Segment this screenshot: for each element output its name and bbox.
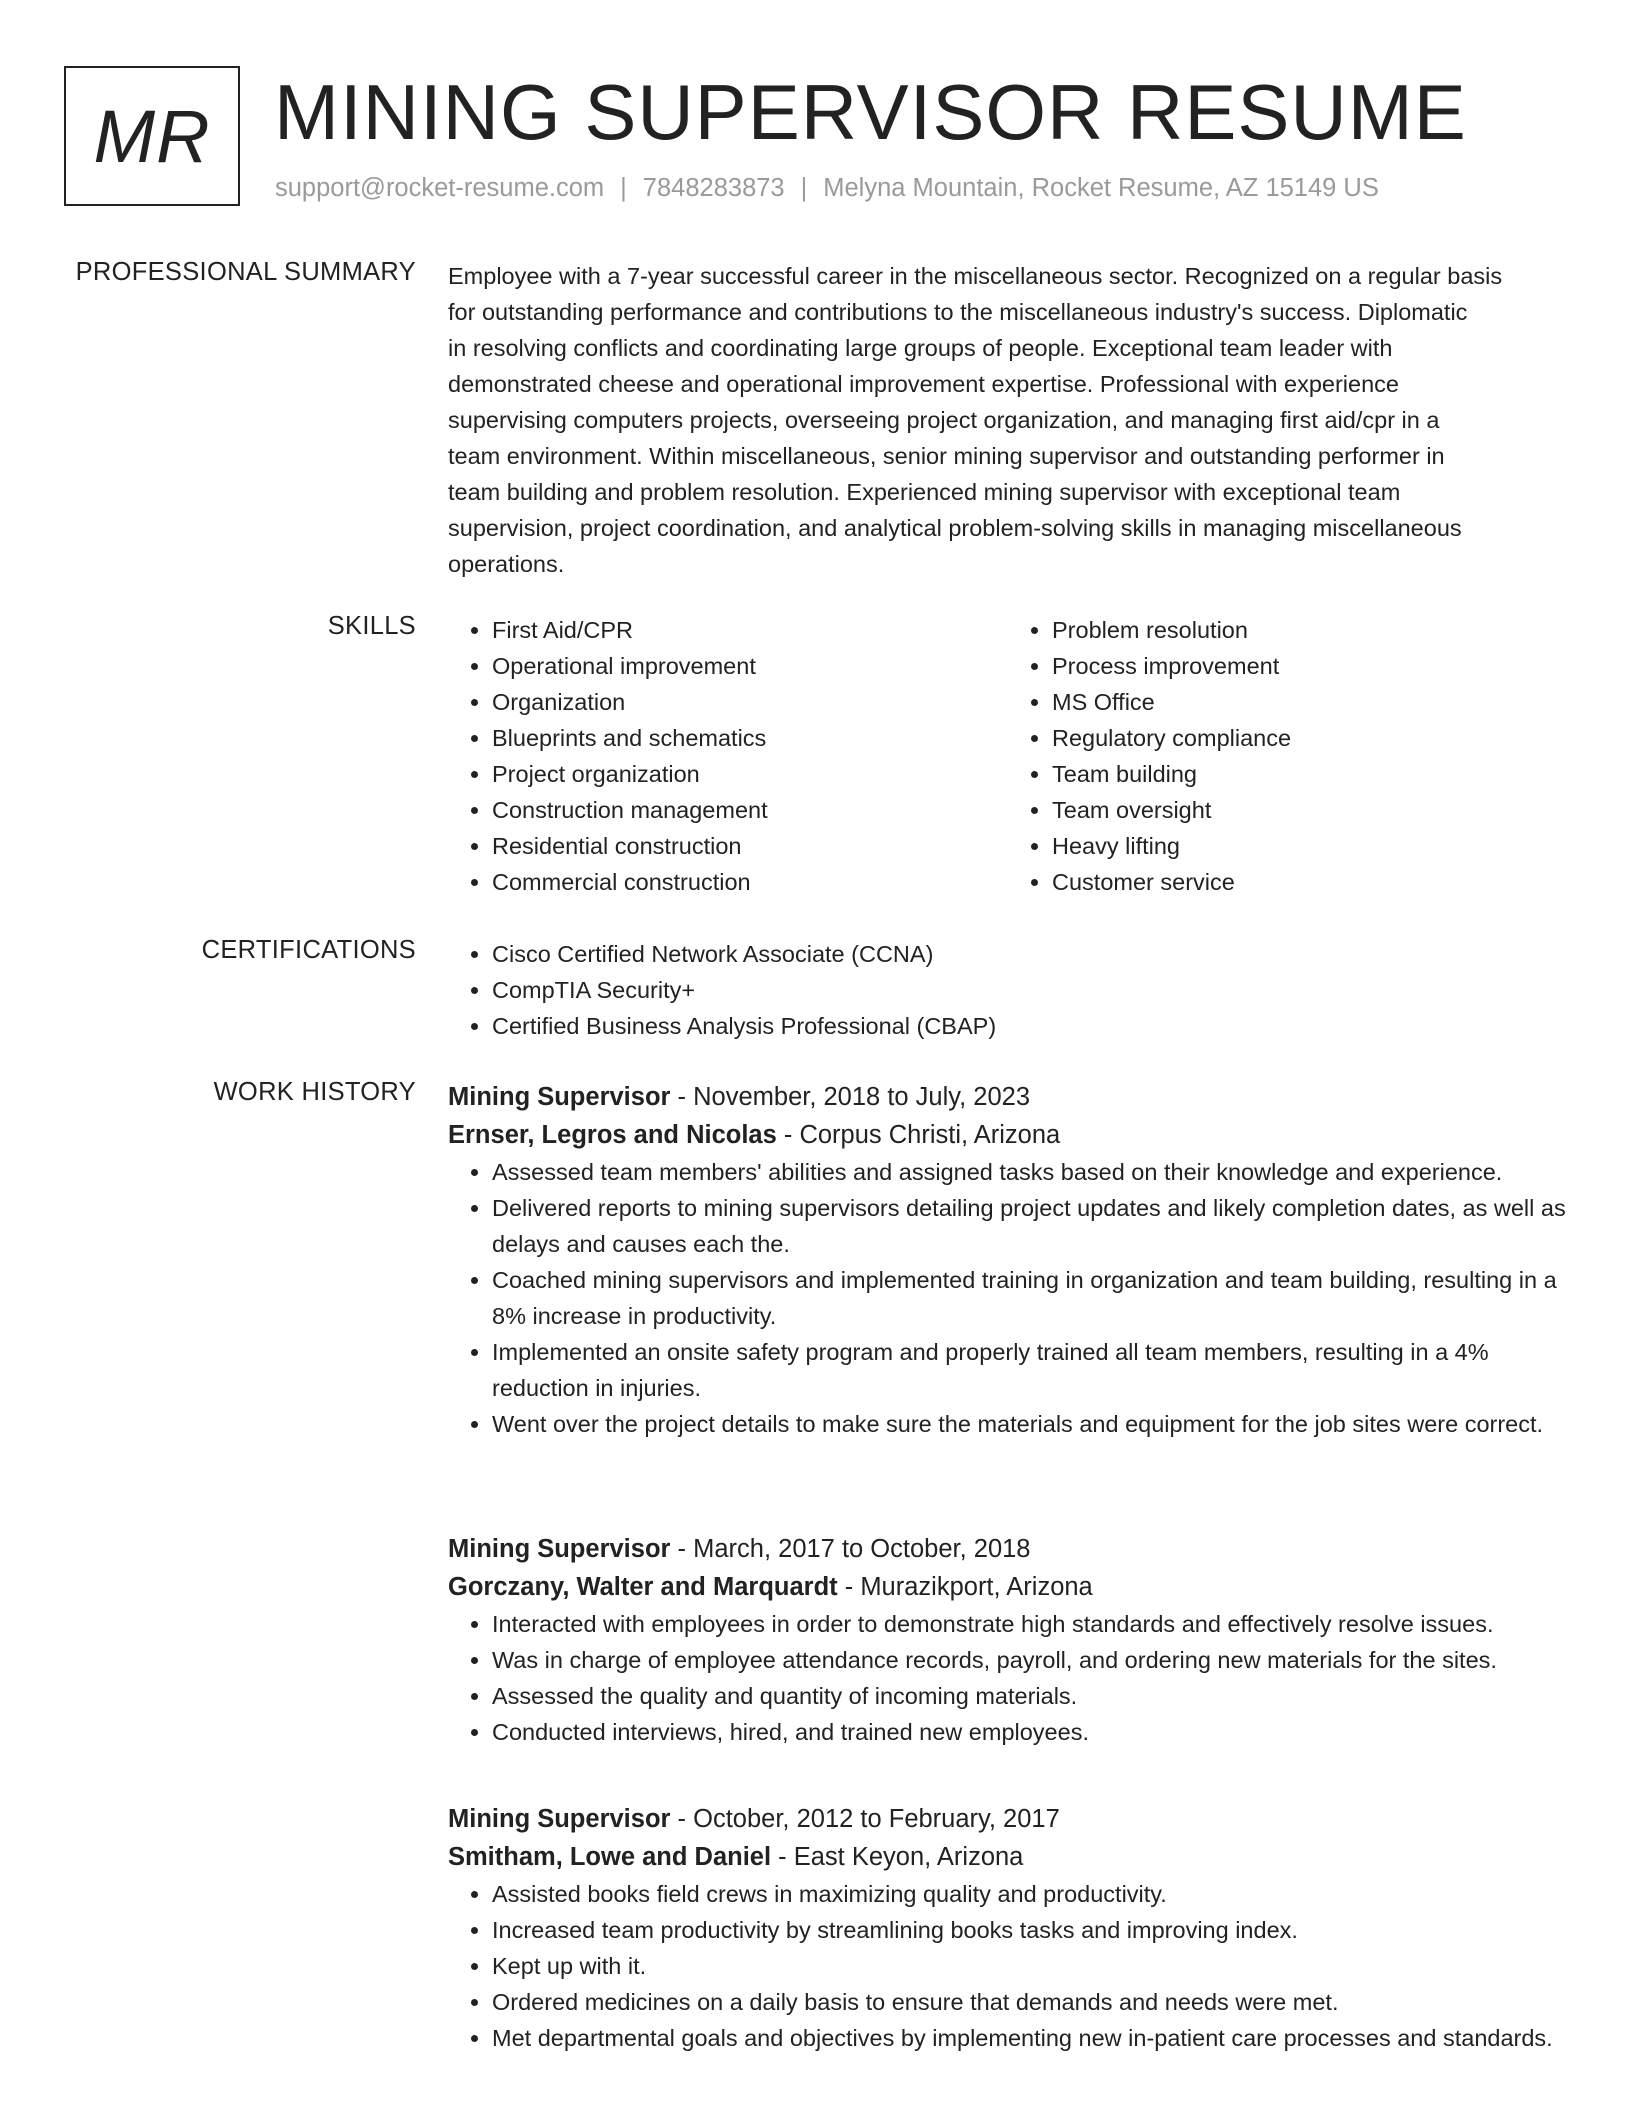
job-duty: • Coached mining supervisors and implemented training in organization and team building, resulting in a 8% increase in productivity. xyxy=(492,1262,1568,1334)
skill-item: • Team oversight xyxy=(1052,792,1568,828)
job-dates: - October, 2012 to February, 2017 xyxy=(670,1805,1060,1833)
job-duty: • Went over the project details to make sure the materials and equipment for the job sites were correct. xyxy=(492,1406,1568,1442)
skill-item: • Operational improvement xyxy=(492,648,1008,684)
job-duty: • Increased team productivity by streamlining books tasks and improving index. xyxy=(492,1912,1568,1948)
job-title: Mining Supervisor xyxy=(448,1535,671,1563)
skills-list-right xyxy=(1008,612,1568,900)
job-company: Gorczany, Walter and Marquardt xyxy=(448,1573,838,1601)
skills-body xyxy=(448,612,1568,900)
skill-item: • Blueprints and schematics xyxy=(492,720,1008,756)
skill-item: • MS Office xyxy=(1052,684,1568,720)
job-duty: • Assisted books field crews in maximizing quality and productivity. xyxy=(492,1876,1568,1912)
job-location: - East Keyon, Arizona xyxy=(771,1843,1024,1871)
monogram-logo: MR xyxy=(64,66,240,206)
job-location: - Murazikport, Arizona xyxy=(837,1573,1093,1601)
contact-email: support@rocket-resume.com xyxy=(275,174,605,202)
work-history-heading: WORK HISTORY xyxy=(213,1078,416,1106)
skill-item: • Commercial construction xyxy=(492,864,1008,900)
job-company-line xyxy=(448,1116,1568,1154)
skill-item: • Customer service xyxy=(1052,864,1568,900)
job-entry xyxy=(448,1530,1568,1750)
certification-item: • CompTIA Security+ xyxy=(492,972,1568,1008)
job-dates: - November, 2018 to July, 2023 xyxy=(670,1083,1031,1111)
skills-heading: SKILLS xyxy=(327,612,416,640)
skill-item: • Residential construction xyxy=(492,828,1008,864)
job-duty: • Interacted with employees in order to demonstrate high standards and effectively resolve issues. xyxy=(492,1606,1568,1642)
job-company: Smitham, Lowe and Daniel xyxy=(448,1843,772,1871)
job-duty: • Kept up with it. xyxy=(492,1948,1568,1984)
job-duty: • Assessed the quality and quantity of incoming materials. xyxy=(492,1678,1568,1714)
job-duties-list xyxy=(448,1876,1568,2056)
job-duty: • Assessed team members' abilities and assigned tasks based on their knowledge and experience. xyxy=(492,1154,1568,1190)
contact-phone: 7848283873 xyxy=(642,174,785,202)
job-entry xyxy=(448,1800,1568,2056)
skill-item: • Construction management xyxy=(492,792,1008,828)
skill-item: • Regulatory compliance xyxy=(1052,720,1568,756)
skill-item: • First Aid/CPR xyxy=(492,612,1008,648)
resume-title: MINING SUPERVISOR RESUME xyxy=(274,68,1467,156)
summary-line: Employee with a 7-year successful career in the miscellaneous sector. Recognized on a regular basis xyxy=(448,263,1503,289)
summary-line: supervision, project coordination, and analytical problem-solving skills in managing miscellaneous xyxy=(448,515,1462,541)
job-location: - Corpus Christi, Arizona xyxy=(776,1121,1061,1149)
contact-line xyxy=(275,174,1379,203)
job-duty: • Delivered reports to mining supervisors detailing project updates and likely completion dates, as well as delays and causes each the. xyxy=(492,1190,1568,1262)
job-duties-list xyxy=(448,1154,1568,1442)
job-duty: • Met departmental goals and objectives by implementing new in-patient care processes and standards. xyxy=(492,2020,1568,2056)
job-title-line xyxy=(448,1078,1568,1116)
job-duty: • Ordered medicines on a daily basis to ensure that demands and needs were met. xyxy=(492,1984,1568,2020)
summary-heading: PROFESSIONAL SUMMARY xyxy=(75,258,416,286)
summary-body xyxy=(448,258,1568,582)
contact-separator: | xyxy=(800,174,808,202)
job-title: Mining Supervisor xyxy=(448,1083,671,1111)
job-duty: • Was in charge of employee attendance records, payroll, and ordering new materials for the sites. xyxy=(492,1642,1568,1678)
skills-list-left xyxy=(448,612,1008,900)
certifications-list xyxy=(448,936,1568,1044)
skill-item: • Organization xyxy=(492,684,1008,720)
job-title: Mining Supervisor xyxy=(448,1805,671,1833)
skill-item: • Problem resolution xyxy=(1052,612,1568,648)
summary-line: operations. xyxy=(448,551,565,577)
job-duty: • Implemented an onsite safety program and properly trained all team members, resulting in a 4% reduction in injuries. xyxy=(492,1334,1568,1406)
job-title-line xyxy=(448,1530,1568,1568)
job-title-line xyxy=(448,1800,1568,1838)
summary-line: team environment. Within miscellaneous, senior mining supervisor and outstanding performer in xyxy=(448,443,1445,469)
summary-line: team building and problem resolution. Experienced mining supervisor with exceptional team xyxy=(448,479,1401,505)
summary-line: demonstrated cheese and operational improvement expertise. Professional with experience xyxy=(448,371,1399,397)
job-company: Ernser, Legros and Nicolas xyxy=(448,1121,777,1149)
summary-line: in resolving conflicts and coordinating large groups of people. Exceptional team leader with xyxy=(448,335,1393,361)
job-dates: - March, 2017 to October, 2018 xyxy=(670,1535,1031,1563)
resume-header xyxy=(64,64,1572,214)
summary-line: for outstanding performance and contributions to the miscellaneous industry's success. Diplomatic xyxy=(448,299,1468,325)
contact-separator: | xyxy=(620,174,627,202)
skill-item: • Heavy lifting xyxy=(1052,828,1568,864)
summary-line: supervising computers projects, overseeing project organization, and managing first aid/cpr in a xyxy=(448,407,1440,433)
certifications-body xyxy=(448,936,1568,1044)
job-company-line xyxy=(448,1568,1568,1606)
job-duties-list xyxy=(448,1606,1568,1750)
job-duty: • Conducted interviews, hired, and trained new employees. xyxy=(492,1714,1568,1750)
skill-item: • Team building xyxy=(1052,756,1568,792)
certification-item: • Cisco Certified Network Associate (CCNA) xyxy=(492,936,1568,972)
job-company-line xyxy=(448,1838,1568,1876)
certification-item: • Certified Business Analysis Professional (CBAP) xyxy=(492,1008,1568,1044)
certifications-heading: CERTIFICATIONS xyxy=(201,936,416,964)
job-entry xyxy=(448,1078,1568,1442)
skill-item: • Project organization xyxy=(492,756,1008,792)
skill-item: • Process improvement xyxy=(1052,648,1568,684)
contact-address: Melyna Mountain, Rocket Resume, AZ 15149 US xyxy=(823,174,1379,202)
